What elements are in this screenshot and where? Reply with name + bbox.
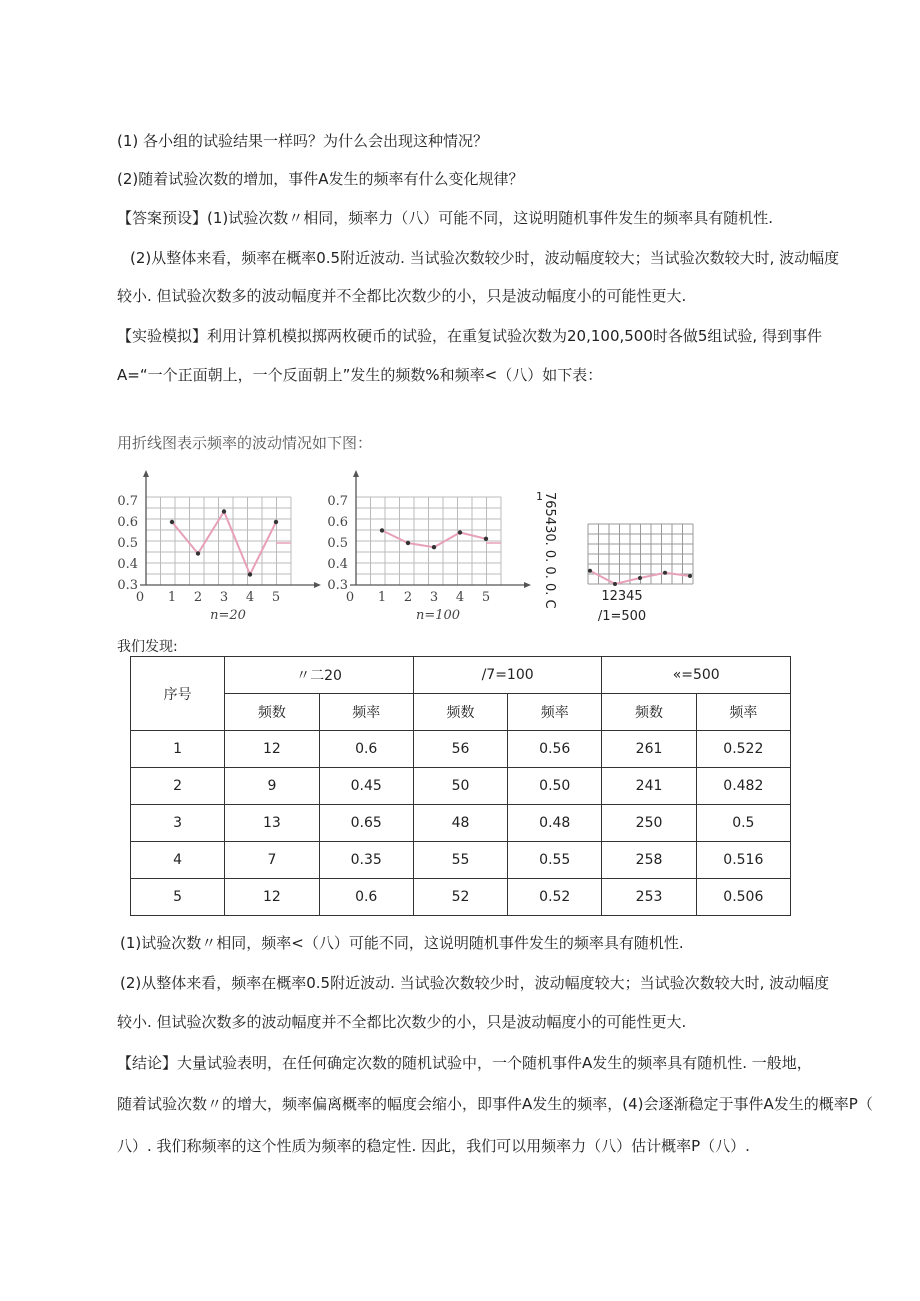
y-tick-label: 0.5 — [327, 536, 348, 551]
table-row — [131, 805, 791, 842]
x-tick-label: 12345 — [601, 589, 643, 604]
table-cell: 5 — [131, 879, 225, 916]
table-cell: 0.48 — [508, 805, 602, 842]
data-point — [638, 576, 642, 580]
table-cell: 52 — [413, 879, 507, 916]
table-cell: 13 — [225, 805, 319, 842]
chart-title: n=20 — [210, 608, 246, 623]
table-cell: 0.516 — [696, 842, 790, 879]
table-cell: 1 — [131, 731, 225, 768]
finding-2-line1: (2)从整体来看，频率在概率0.5附近波动. 当试验次数较少时，波动幅度较大；当试验次数较大时, 波动幅度 — [120, 974, 830, 992]
table-cell: 0.45 — [319, 768, 413, 805]
table-cell: 48 — [413, 805, 507, 842]
chart-n20 — [112, 465, 322, 625]
conclusion-line3: 八）. 我们称频率的这个性质为频率的稳定性. 因此，我们可以用频率力（八）估计概率P（八）. — [117, 1137, 750, 1155]
simulation-line1: 【实验模拟】利用计算机模拟掷两枚硬币的试验，在重复试验次数为20,100,500时各做5组试验, 得到事件 — [117, 327, 822, 345]
table-cell: 253 — [602, 879, 696, 916]
table-cell: 50 — [413, 768, 507, 805]
x-tick-label: 3 — [429, 590, 439, 605]
data-point — [688, 574, 692, 578]
data-point — [663, 571, 667, 575]
y-tick-label: 0.3 — [117, 578, 138, 593]
table-cell: 250 — [602, 805, 696, 842]
x-tick-label: 3 — [219, 590, 229, 605]
series-line — [382, 530, 486, 547]
answer-2-line2: 较小. 但试验次数多的波动幅度并不全都比次数少的小，只是波动幅度小的可能性更大. — [117, 287, 687, 305]
header-group-20: 〃二20 — [225, 657, 414, 694]
y-tick-label: 0.6 — [117, 515, 138, 530]
question-1: (1) 各小组的试验结果一样吗？为什么会出现这种情况？ — [117, 132, 489, 150]
subheader-count: 频数 — [225, 694, 319, 731]
table-cell: 7 — [225, 842, 319, 879]
data-point — [432, 545, 436, 549]
data-point — [588, 569, 592, 573]
table-cell: 9 — [225, 768, 319, 805]
x-tick-label: 1 — [377, 590, 387, 605]
table-cell: 0.52 — [508, 879, 602, 916]
x-axis-arrow — [314, 582, 321, 588]
x-tick-label: 4 — [455, 590, 465, 605]
table-row — [131, 879, 791, 916]
frequency-table — [130, 656, 791, 916]
finding-2-line2: 较小. 但试验次数多的波动幅度并不全都比次数少的小，只是波动幅度小的可能性更大. — [117, 1013, 687, 1031]
chart-grid — [356, 497, 501, 585]
y-tick-label: 0.6 — [327, 515, 348, 530]
data-point — [613, 582, 617, 586]
series-line — [172, 512, 276, 575]
table-cell: 0.482 — [696, 768, 790, 805]
table-cell: 55 — [413, 842, 507, 879]
data-point — [170, 520, 174, 524]
subheader-count: 频数 — [413, 694, 507, 731]
table-subheader-row — [131, 694, 791, 731]
table-cell: 3 — [131, 805, 225, 842]
x-tick-label: 2 — [403, 590, 413, 605]
answer-1: 【答案预设】(1)试验次数〃相同，频率力（八）可能不同，这说明随机事件发生的频率具有随机性. — [117, 209, 774, 227]
data-point — [458, 530, 462, 534]
table-cell: 12 — [225, 879, 319, 916]
table-cell: 258 — [602, 842, 696, 879]
subheader-count: 频数 — [602, 694, 696, 731]
data-point — [406, 541, 410, 545]
conclusion-line2: 随着试验次数〃的增大，频率偏离概率的幅度会缩小，即事件A发生的频率，(4)会逐渐稳定于事件A发生的概率P（ — [117, 1095, 873, 1113]
we-found-label: 我们发现: — [117, 639, 178, 655]
table-cell: 0.522 — [696, 731, 790, 768]
y-axis-arrow — [143, 470, 149, 477]
table-cell: 0.6 — [319, 731, 413, 768]
table-cell: 4 — [131, 842, 225, 879]
x-tick-label: 2 — [193, 590, 203, 605]
data-point — [248, 572, 252, 576]
y-tick-label: 0.3 — [327, 578, 348, 593]
finding-1: (1)试验次数〃相同，频率<（八）可能不同，这说明随机事件发生的频率具有随机性. — [120, 934, 684, 952]
table-cell: 0.50 — [508, 768, 602, 805]
table-cell: 0.506 — [696, 879, 790, 916]
answer-2-line1: (2)从整体来看，频率在概率0.5附近波动. 当试验次数较少时，波动幅度较大；当试验次数较大时, 波动幅度 — [130, 249, 840, 267]
table-cell: 241 — [602, 768, 696, 805]
simulation-line2: A=“一个正面朝上，一个反面朝上”发生的频数%和频率<（八）如下表： — [117, 366, 603, 384]
table-cell: 56 — [413, 731, 507, 768]
x-tick-label: 4 — [245, 590, 255, 605]
y-tick-label: 0.4 — [327, 557, 348, 572]
table-cell: 0.65 — [319, 805, 413, 842]
chart-n500 — [530, 480, 710, 630]
table-row — [131, 842, 791, 879]
data-point — [380, 528, 384, 532]
x-tick-label: 1 — [167, 590, 177, 605]
table-row — [131, 768, 791, 805]
data-point — [484, 537, 488, 541]
data-point — [222, 509, 226, 513]
data-point — [196, 551, 200, 555]
conclusion-line1: 【结论】大量试验表明，在任何确定次数的随机试验中，一个随机事件A发生的频率具有随机性. 一般地， — [117, 1054, 812, 1072]
table-cell: 261 — [602, 731, 696, 768]
table-cell: 12 — [225, 731, 319, 768]
header-group-500: «=500 — [602, 657, 791, 694]
y-tick-label: 0.7 — [327, 494, 348, 509]
y-axis-extra-label: 1 — [536, 490, 543, 503]
x-tick-label: 0 — [135, 590, 145, 605]
y-tick-label: 0.7 — [117, 494, 138, 509]
table-cell: 0.35 — [319, 842, 413, 879]
y-tick-label: 0.4 — [117, 557, 138, 572]
table-cell: 0.6 — [319, 879, 413, 916]
data-point — [274, 520, 278, 524]
table-cell: 0.56 — [508, 731, 602, 768]
x-tick-label: 0 — [345, 590, 355, 605]
table-header-row — [131, 657, 791, 694]
x-tick-label: 5 — [271, 590, 281, 605]
header-seq: 序号 — [131, 657, 225, 731]
x-tick-label: 5 — [481, 590, 491, 605]
y-axis-garbled-label: 765430. 0. 0. 0. C — [542, 492, 557, 609]
chart-title: /1=500 — [597, 609, 647, 624]
y-tick-label: 0.5 — [117, 536, 138, 551]
charts-caption: 用折线图表示频率的波动情况如下图： — [117, 434, 373, 452]
chart-title: n=100 — [415, 608, 461, 623]
y-axis-arrow — [353, 470, 359, 477]
question-2: (2)随着试验次数的增加，事件A发生的频率有什么变化规律？ — [117, 170, 524, 188]
table-cell: 0.55 — [508, 842, 602, 879]
subheader-freq: 频率 — [696, 694, 790, 731]
subheader-freq: 频率 — [319, 694, 413, 731]
chart-grid — [146, 497, 291, 585]
subheader-freq: 频率 — [508, 694, 602, 731]
header-group-100: /7=100 — [413, 657, 602, 694]
table-cell: 2 — [131, 768, 225, 805]
table-cell: 0.5 — [696, 805, 790, 842]
table-row — [131, 731, 791, 768]
chart-n100 — [322, 465, 532, 625]
